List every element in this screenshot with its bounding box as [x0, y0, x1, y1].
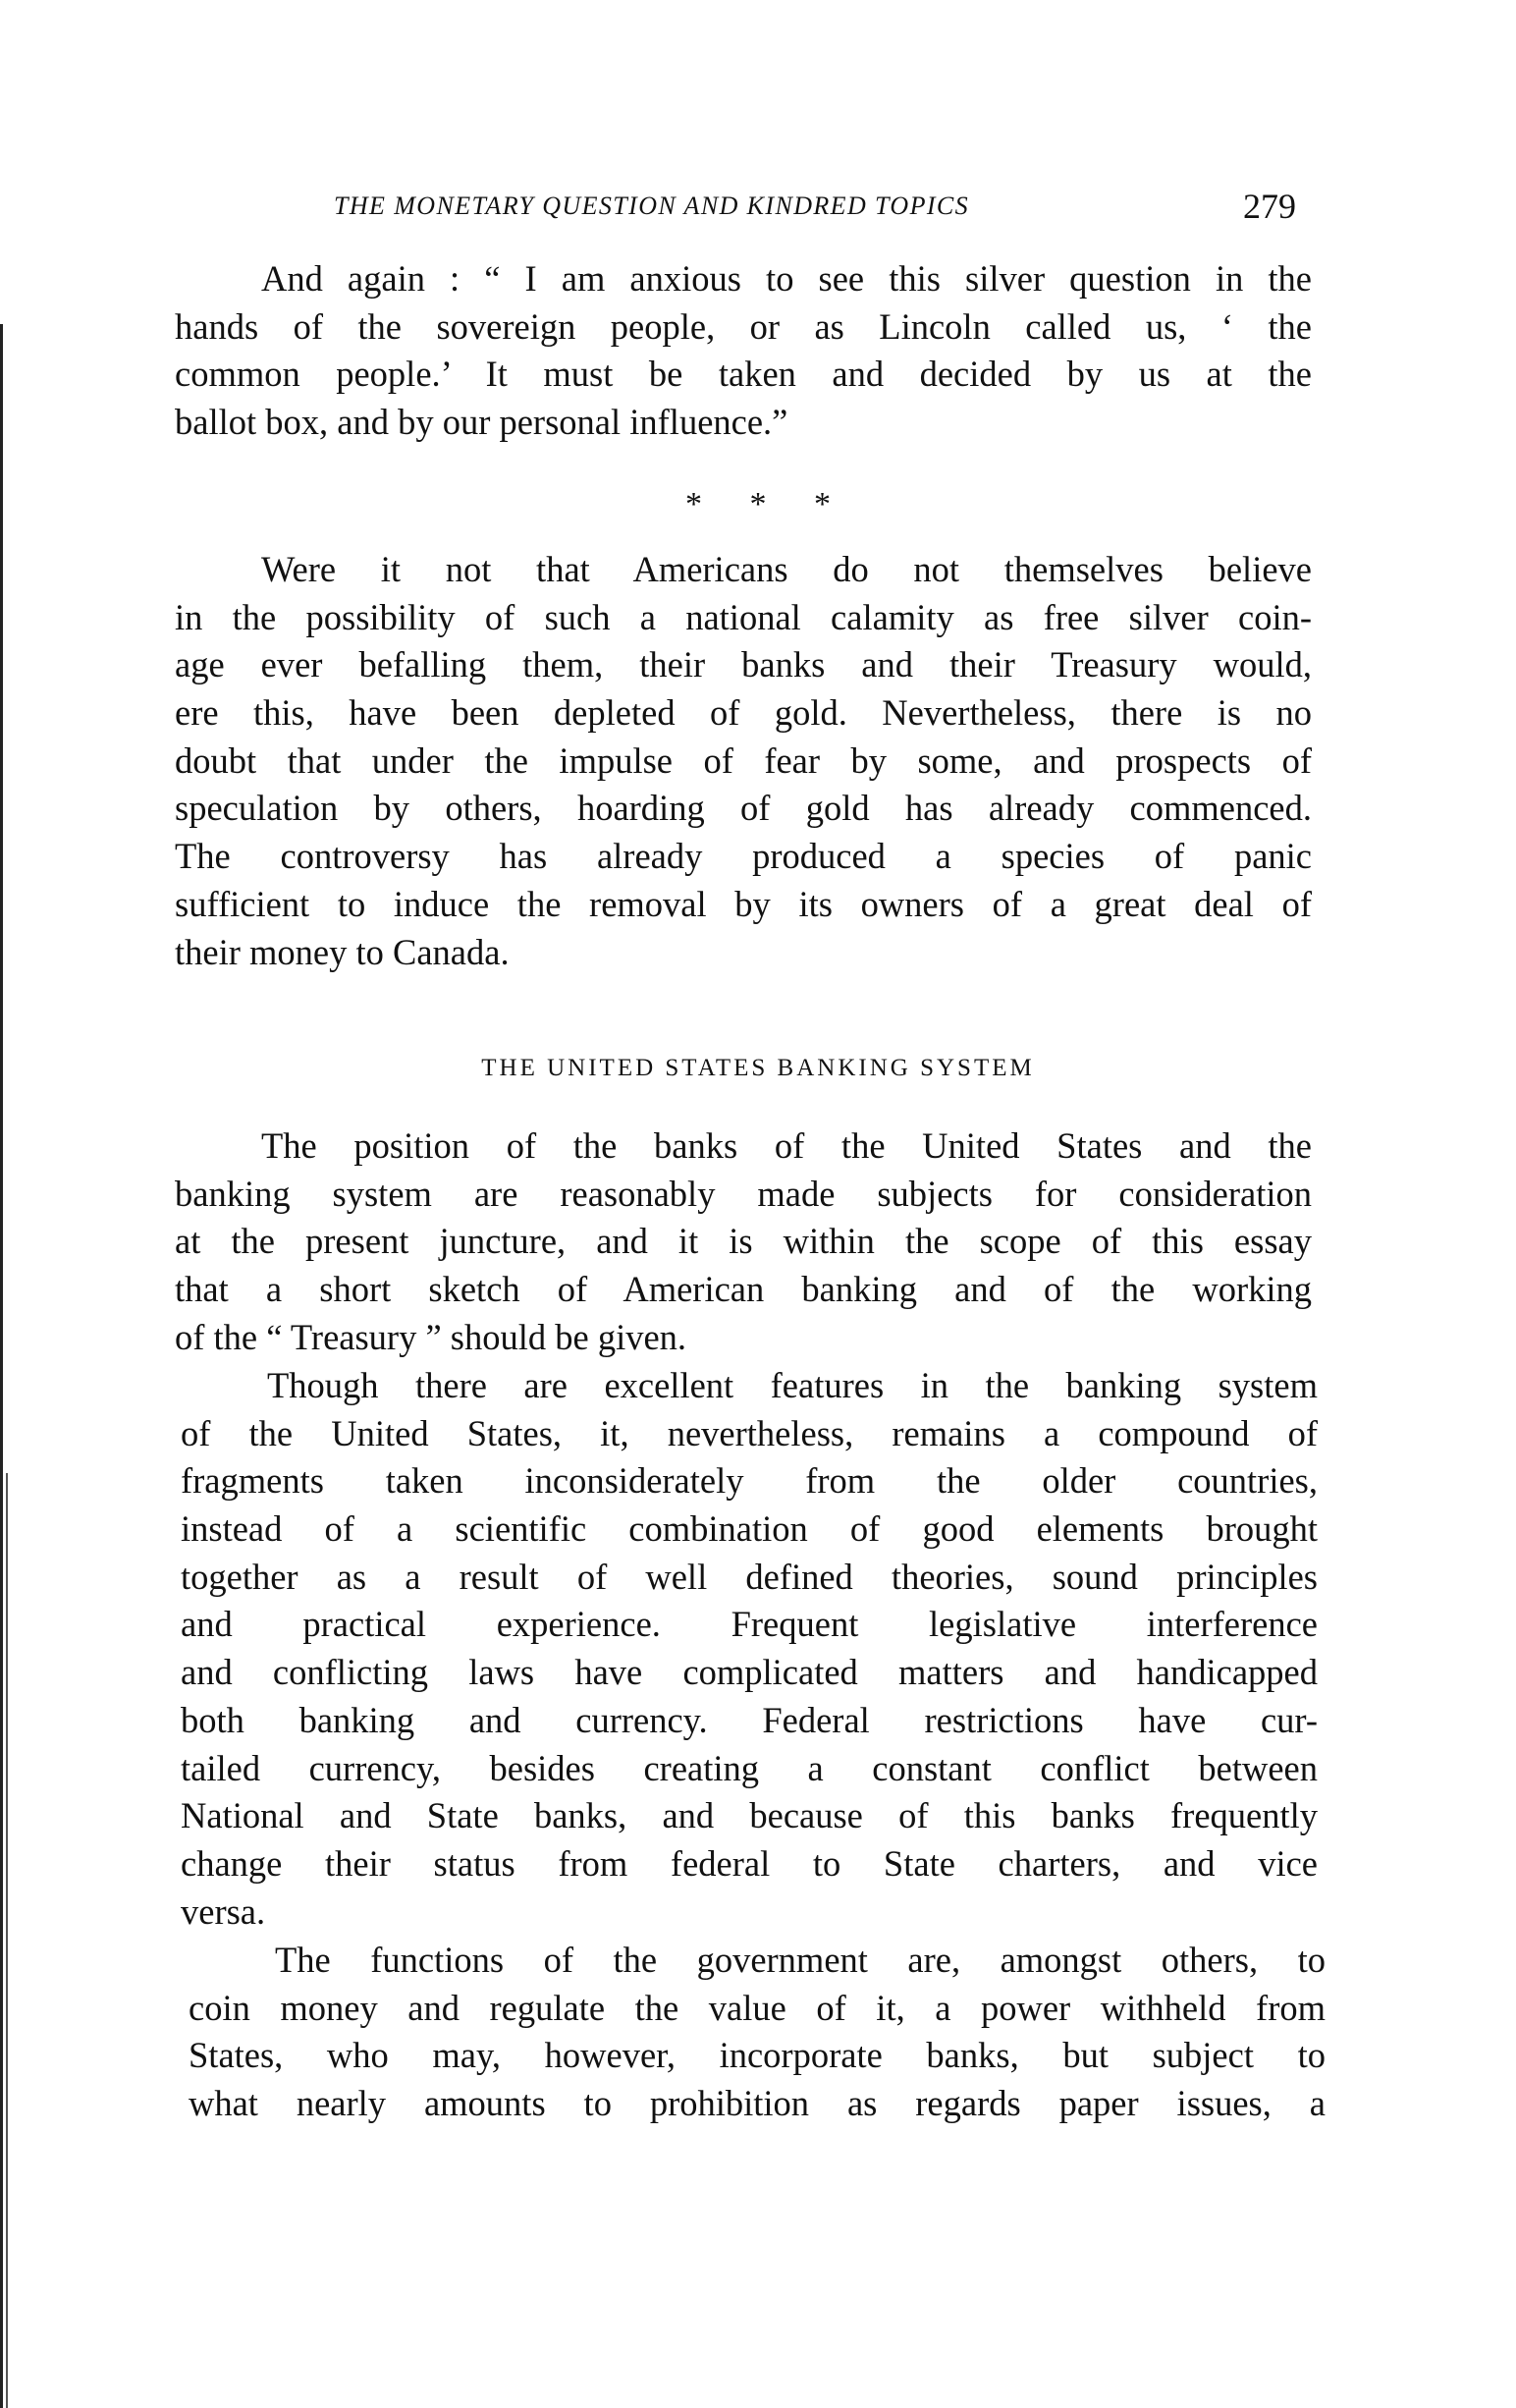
text-line: The functions of the government are, amongst others, to: [275, 1940, 1326, 1980]
page-header: [334, 187, 1296, 231]
text-line: together as a result of well defined theories, sound principles: [181, 1556, 1318, 1597]
text-line: instead of a scientific combination of good elements brought: [181, 1508, 1318, 1550]
text-line: change their status from federal to State charters, and vice: [181, 1842, 1318, 1884]
text-line: fragments taken inconsiderately from the older countries,: [181, 1460, 1318, 1502]
text-line: of the United States, it, nevertheless, remains a compound of: [181, 1412, 1318, 1453]
paragraph-quote: [175, 255, 1312, 447]
page-number: 279: [1243, 187, 1296, 226]
text-line: Were it not that Americans do not themselves believe: [261, 549, 1312, 589]
text-line: coin money and regulate the value of it, a power withheld from: [189, 1987, 1326, 2028]
paragraph-banking-features: [181, 1362, 1318, 1936]
text-line: both banking and currency. Federal restrictions have cur-: [181, 1699, 1318, 1740]
binding-edge-shadow: [0, 324, 3, 2408]
text-line: The position of the banks of the United States and the: [261, 1125, 1312, 1166]
text-line: ere this, have been depleted of gold. Nevertheless, there is no: [175, 692, 1312, 734]
text-line: versa.: [181, 1890, 266, 1932]
text-line: And again : “ I am anxious to see this silver question in the: [261, 258, 1312, 299]
text-line: that a short sketch of American banking and of the working: [175, 1269, 1312, 1310]
text-line: National and State banks, and because of this banks frequently: [181, 1795, 1318, 1836]
text-line: age ever befalling them, their banks and their Treasury would,: [175, 644, 1312, 685]
text-line: doubt that under the impulse of fear by some, and prospects of: [175, 739, 1312, 781]
text-line: ballot box, and by our personal influence.”: [175, 402, 788, 443]
section-heading: THE UNITED STATES BANKING SYSTEM: [481, 1055, 1035, 1081]
text-line: and practical experience. Frequent legislative interference: [181, 1604, 1318, 1645]
text-line: at the present juncture, and it is within the scope of this essay: [175, 1221, 1312, 1262]
text-line: and conflicting laws have complicated matters and handicapped: [181, 1652, 1318, 1693]
text-line: of the “ Treasury ” should be given.: [175, 1316, 687, 1357]
text-line: States, who may, however, incorporate banks, but subject to: [189, 2035, 1326, 2076]
paragraph-banking-position: [175, 1122, 1312, 1361]
text-line: in the possibility of such a national calamity as free silver coin-: [175, 596, 1312, 637]
section-separator: * * *: [685, 486, 831, 522]
paragraph-government-functions: [189, 1937, 1326, 2128]
text-line: Though there are excellent features in the banking system: [267, 1365, 1318, 1405]
text-line: speculation by others, hoarding of gold has already commenced.: [175, 788, 1312, 829]
text-line: what nearly amounts to prohibition as regards paper issues, a: [189, 2083, 1326, 2124]
text-line: hands of the sovereign people, or as Lincoln called us, ‘ the: [175, 305, 1312, 347]
paragraph-gold-hoarding: [175, 546, 1312, 976]
text-line: sufficient to induce the removal by its owners of a great deal of: [175, 883, 1312, 924]
binding-edge-shadow-inner: [6, 1473, 8, 2408]
text-line: banking system are reasonably made subjects for consideration: [175, 1173, 1312, 1214]
text-line: tailed currency, besides creating a constant conflict between: [181, 1747, 1318, 1788]
text-line: common people.’ It must be taken and decided by us at the: [175, 354, 1312, 395]
text-line: their money to Canada.: [175, 931, 510, 972]
running-head: THE MONETARY QUESTION AND KINDRED TOPICS: [334, 192, 970, 220]
text-line: The controversy has already produced a species of panic: [175, 836, 1312, 877]
